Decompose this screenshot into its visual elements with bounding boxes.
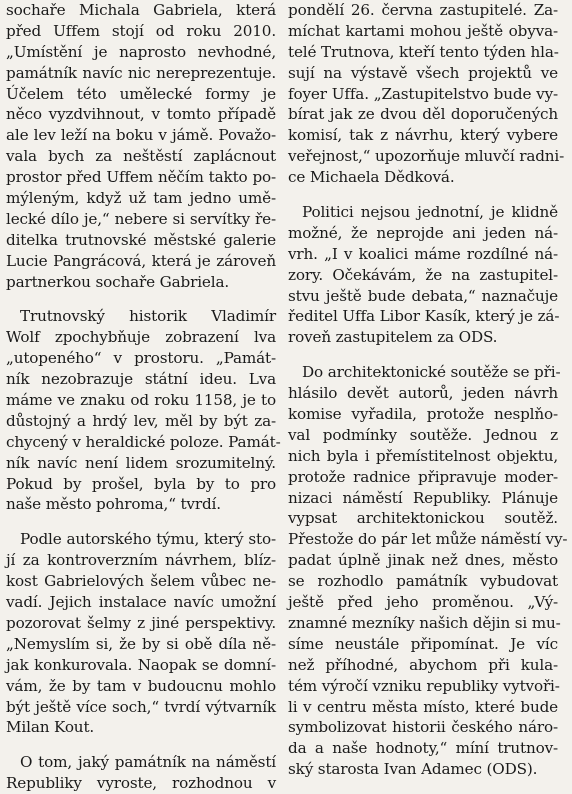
text-line: Lucie Pangrácová, která je zároveň: [6, 251, 276, 270]
text-line: síme neustále připomínat. Je víc: [288, 634, 558, 653]
text-line: znamné mezníky našich dějin si mu-: [288, 613, 561, 632]
text-line: jak konkurovala. Naopak se domní-: [6, 655, 276, 674]
text-line: „Umístění je naprosto nevhodné,: [6, 42, 276, 61]
text-line: ditelka trutnovské městské galerie: [6, 230, 276, 249]
text-line: Účelem této umělecké formy je: [6, 84, 276, 103]
text-line: „utopeného“ v prostoru. „Památ-: [6, 349, 276, 368]
text-line: partnerkou sochaře Gabriela.: [6, 272, 230, 291]
text-line: Politici nejsou jednotní, je klidně: [302, 203, 558, 222]
text-line: ník nezobrazuje státní ideu. Lva: [6, 370, 276, 389]
text-line: komise vyřadila, protože nesplňo-: [288, 405, 558, 424]
text-line: protože radnice připravuje moder-: [288, 467, 558, 486]
paragraph: [6, 306, 281, 515]
text-line: ředitel Uffa Libor Kasík, který je zá-: [288, 307, 560, 326]
text-line: veřejnost,“ upozorňuje mluvčí radni-: [288, 147, 565, 166]
text-line: naše město pohroma,“ tvrdí.: [6, 495, 221, 514]
text-line: míchat kartami mohou ještě obyva-: [288, 21, 558, 40]
text-line: Trutnovský historik Vladimír: [20, 307, 276, 326]
text-line: Do architektonické soutěže se při-: [302, 363, 561, 382]
text-line: hlásilo devět autorů, jeden návrh: [288, 384, 558, 403]
text-line: komisí, tak z návrhu, který vybere: [288, 126, 558, 145]
text-line: Republiky vyroste, rozhodnou v: [6, 774, 276, 793]
paragraph: [288, 362, 568, 780]
paragraph: [288, 202, 558, 348]
text-line: mýleným, když už tam jedno umě-: [6, 189, 276, 208]
paragraph-gap: [288, 348, 558, 362]
text-line: něco vyzdvihnout, v tomto případě: [6, 105, 276, 124]
paragraph: [6, 529, 276, 738]
paragraph-gap: [6, 515, 276, 529]
text-line: máme ve znaku od roku 1158, je to: [6, 391, 276, 410]
text-line: val podmínky soutěže. Jednou z: [288, 425, 558, 444]
paragraph-gap: [6, 738, 276, 752]
text-line: vrh. „I v koalici máme rozdílné ná-: [288, 244, 558, 263]
text-line: sochaře Michala Gabriela, která: [6, 1, 276, 19]
text-line: ník navíc není lidem srozumitelný.: [6, 453, 276, 472]
text-line: prostor před Uffem něčím takto po-: [6, 168, 276, 187]
text-line: vám, že by tam v budoucnu mohlo: [6, 676, 276, 695]
text-line: ce Michaela Dědková.: [288, 168, 455, 187]
text-line: bírat jak ze dvou děl doporučených: [288, 105, 558, 124]
paragraph-gap: [288, 188, 558, 202]
text-line: roveň zastupitelem za ODS.: [288, 328, 498, 347]
text-line: nich byla i přemístitelnost objektu,: [288, 446, 558, 465]
text-line: lecké dílo je,“ nebere si servítky ře-: [6, 209, 276, 228]
paragraph: [288, 0, 565, 188]
text-line: vala bych za neštěstí zaplácnout: [6, 147, 276, 166]
text-line: da a naše hodnoty,“ míní trutnov-: [288, 739, 558, 758]
text-line: než příhodné, abychom při kula-: [288, 655, 558, 674]
paragraph-gap: [6, 292, 276, 306]
text-line: zory. Očekávám, že na zastupitel-: [288, 265, 558, 284]
text-line: li v centru města místo, které bude: [288, 697, 558, 716]
text-line: foyer Uffa. „Zastupitelstvo bude vy-: [288, 84, 558, 103]
text-line: ještě před jeho proměnou. „Vý-: [288, 593, 558, 612]
text-line: být ještě více soch,“ tvrdí výtvarník: [6, 697, 276, 716]
text-line: Milan Kout.: [6, 718, 95, 737]
text-line: padat úplně jinak než dnes, město: [288, 551, 558, 570]
text-line: kost Gabrielových šelem vůbec ne-: [6, 572, 276, 591]
text-line: chycený v heraldické poloze. Památ-: [6, 432, 281, 451]
paragraph: [6, 752, 276, 794]
text-line: sují na výstavě všech projektů ve: [288, 63, 558, 82]
text-line: ale lev leží na boku v jámě. Považo-: [6, 126, 276, 145]
left-text-column: [6, 0, 281, 793]
text-line: se rozhodlo památník vybudovat: [288, 572, 558, 591]
text-line: památník navíc nic nereprezentuje.: [6, 63, 276, 82]
text-line: Pokud by prošel, byla by to pro: [6, 474, 276, 493]
paragraph: [6, 0, 276, 292]
text-line: tém výročí vzniku republiky vytvoři-: [288, 676, 560, 695]
text-line: symbolizovat historii českého náro-: [288, 718, 558, 737]
text-line: možné, že neprojde ani jeden ná-: [288, 223, 558, 242]
text-line: Podle autorského týmu, který sto-: [20, 530, 276, 549]
text-line: Přestože do pár let může náměstí vy-: [288, 530, 568, 549]
right-text-column: [288, 0, 568, 779]
text-line: ský starosta Ivan Adamec (ODS).: [288, 760, 538, 779]
text-line: „Nemyslím si, že by si obě díla ně-: [6, 634, 276, 653]
text-line: vadí. Jejich instalace navíc umožní: [6, 593, 276, 612]
text-line: stvu ještě bude debata,“ naznačuje: [288, 286, 558, 305]
text-line: jí za kontroverzním návrhem, blíz-: [6, 551, 276, 570]
text-line: pozorovat šelmy z jiné perspektivy.: [6, 613, 276, 632]
text-line: nizaci náměstí Republiky. Plánuje: [288, 488, 558, 507]
text-line: důstojný a hrdý lev, měl by být za-: [6, 411, 276, 430]
text-line: vypsat architektonickou soutěž.: [288, 509, 558, 528]
text-line: pondělí 26. června zastupitelé. Za-: [288, 1, 558, 19]
text-line: Wolf zpochybňuje zobrazení lva: [6, 328, 276, 347]
text-line: telé Trutnova, kteří tento týden hla-: [288, 42, 559, 61]
text-line: O tom, jaký památník na náměstí: [20, 753, 276, 772]
text-line: před Uffem stojí od roku 2010.: [6, 21, 276, 40]
